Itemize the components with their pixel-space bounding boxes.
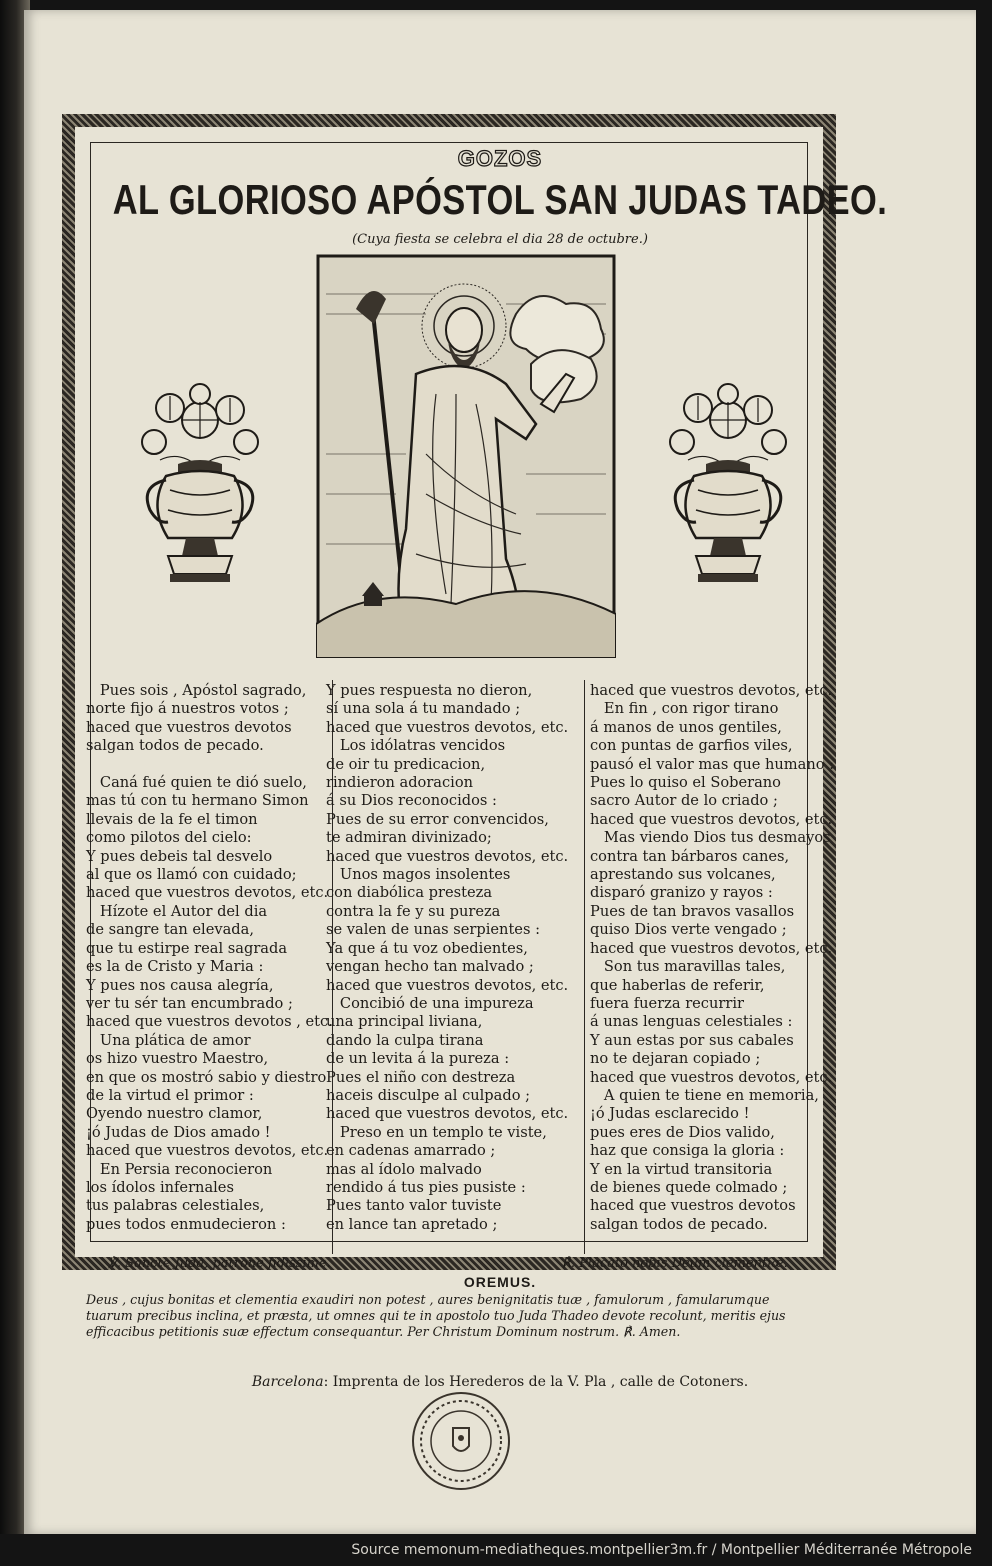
verse-line: os hizo vuestro Maestro, (86, 1050, 269, 1068)
verse-line: haced que vuestros devotos, etc. (326, 847, 569, 865)
verse-line: ¡ó Judas esclarecido ! (590, 1105, 750, 1123)
verse-line: de oir tu predicacion, (326, 755, 486, 773)
verse-line: dando la culpa tirana (326, 1031, 484, 1049)
imprint-city: Barcelona (251, 1374, 324, 1390)
verse-line: Concibió de una impureza (326, 994, 534, 1012)
verse-line: vengan hecho tan malvado ; (326, 958, 534, 976)
verse-column-1 (86, 682, 336, 1234)
response: ℟. Placato nobis Deum clementiæ. (562, 1256, 788, 1271)
verse-line: Hízote el Autor del dia (86, 902, 268, 920)
verse-line: haceis disculpe al culpado ; (326, 1086, 531, 1104)
verse-line: te admiran divinizado; (326, 829, 492, 847)
verse-line: Y pues respuesta no dieron, (326, 682, 533, 699)
verse-line: haced que vuestros devotos (590, 1197, 796, 1215)
prayer-line: tuarum precibus inclina, et præsta, ut omnes qui te in apostolo tuo Juda Thadeo devote recolunt, meritis ejus (86, 1308, 786, 1323)
verse-line: haced que vuestros devotos (86, 718, 292, 736)
verse-line: una principal liviana, (326, 1013, 483, 1031)
verse-line: mas tú con tu hermano Simon (86, 792, 309, 810)
verse-line: Pues tanto valor tuviste (326, 1197, 502, 1215)
column-divider (584, 680, 585, 1254)
verse-line: pausó el valor mas que humano : (590, 755, 835, 773)
verse-line: pues eres de Dios valido, (590, 1123, 775, 1141)
verse-line: Y aun estas por sus cabales (590, 1031, 794, 1049)
verse-line: como pilotos del cielo: (86, 829, 252, 847)
oremus-heading: OREMUS. (463, 1274, 537, 1290)
verse-line: A quien te tiene en memoria, (590, 1086, 819, 1104)
verse-line: salgan todos de pecado. (590, 1215, 768, 1233)
flower-vase-icon (120, 380, 280, 590)
verse-line: á unas lenguas celestiales : (590, 1013, 793, 1031)
verse-line: Unos magos insolentes (326, 866, 511, 884)
verse-line: tus palabras celestiales, (86, 1197, 265, 1215)
verse-line: de bienes quede colmado ; (590, 1178, 788, 1196)
verse-line: al que os llamó con cuidado; (86, 866, 297, 884)
verse-line: Los idólatras vencidos (326, 737, 506, 755)
verse-line: en lance tan apretado ; (326, 1215, 498, 1233)
verse-line: en que os mostró sabio y diestro (86, 1068, 327, 1086)
verse-line: disparó granizo y rayos : (590, 884, 773, 902)
verse-line: haced que vuestros devotos, etc. (86, 1142, 329, 1160)
verse-line: Y en la virtud transitoria (590, 1160, 773, 1178)
verse-line: haced que vuestros devotos, etc. (326, 718, 569, 736)
verse-line: Mas viendo Dios tus desmayos (590, 829, 831, 847)
page-subtitle: (Cuya fiesta se celebra el dia 28 de octubre.) (352, 232, 648, 247)
verse-line: haced que vuestros devotos, etc. (326, 1105, 569, 1123)
pre-title: GOZOS (457, 146, 543, 171)
verse-line: Y pues nos causa alegría, (86, 976, 274, 994)
source-footer (0, 1534, 992, 1566)
verse-line: Pues sois , Apóstol sagrado, (86, 682, 307, 699)
verse-line: contra la fe y su pureza (326, 902, 501, 920)
verse-line: aprestando sus volcanes, (590, 866, 776, 884)
verse-line: Pues de su error convencidos, (326, 810, 549, 828)
verse-line: ¡ó Judas de Dios amado ! (86, 1123, 271, 1141)
library-stamp-icon (408, 1388, 514, 1494)
verse-line: sacro Autor de lo criado ; (590, 792, 778, 810)
verse-line: á su Dios reconocidos : (326, 792, 497, 810)
verse-line: haced que vuestros devotos, etc. (86, 884, 329, 902)
verse-line (86, 756, 336, 774)
prayer-line: Deus , cujus bonitas et clementia exaudiri non potest , aures benignitatis tuæ , famulorum , famularumque (86, 1292, 770, 1307)
verse-line: llevais de la fe el timon (86, 810, 258, 828)
verse-column-3 (590, 682, 836, 1234)
versicle: ℣. Sancte Juda, patrone fidissime. (108, 1256, 331, 1271)
verse-line: Oyendo nuestro clamor, (86, 1105, 263, 1123)
verse-line: Pues lo quiso el Soberano (590, 774, 781, 792)
verse-line: salgan todos de pecado. (86, 737, 264, 755)
verse-line: haced que vuestros devotos, etc. (326, 976, 569, 994)
verse-line: Y pues debeis tal desvelo (86, 847, 273, 865)
verse-line: contra tan bárbaros canes, (590, 847, 790, 865)
verse-line: haced que vuestros devotos, etc. (590, 810, 833, 828)
page-title: AL GLORIOSO APÓSTOL SAN JUDAS TADEO. (112, 176, 888, 223)
verse-line: Pues de tan bravos vasallos (590, 902, 795, 920)
verse-line: ver tu sér tan encumbrado ; (86, 994, 293, 1012)
woodcut-saint-jude-icon (316, 254, 616, 658)
verse-line: en cadenas amarrado ; (326, 1142, 496, 1160)
source-credit-link[interactable]: Source memonum-mediatheques.montpellier3m.fr / Montpellier Méditerranée Métropole (351, 1542, 972, 1558)
verse-line: haced que vuestros devotos, etc. (590, 939, 833, 957)
verse-column-2 (326, 682, 582, 1234)
verse-line: los ídolos infernales (86, 1178, 234, 1196)
verse-line: con puntas de garfios viles, (590, 737, 793, 755)
verse-line: Ya que á tu voz obedientes, (326, 939, 528, 957)
verse-line: fuera fuerza recurrir (590, 994, 744, 1012)
verse-line: Una plática de amor (86, 1031, 251, 1049)
verse-line: En fin , con rigor tirano (590, 700, 779, 718)
verse-line: sí una sola á tu mandado ; (326, 700, 521, 718)
verse-line: rendido á tus pies pusiste : (326, 1178, 526, 1196)
verse-line: Son tus maravillas tales, (590, 958, 786, 976)
verse-line: que haberlas de referir, (590, 976, 765, 994)
prayer-text (86, 1292, 826, 1340)
flower-vase-icon (648, 380, 808, 590)
verse-line: Caná fué quien te dió suelo, (86, 774, 307, 792)
verse-line: que tu estirpe real sagrada (86, 939, 288, 957)
verse-line: á manos de unos gentiles, (590, 718, 782, 736)
verse-line: es la de Cristo y Maria : (86, 958, 264, 976)
verse-line: haz que consiga la gloria : (590, 1142, 785, 1160)
imprint-text: : Imprenta de los Herederos de la V. Pla , calle de Cotoners. (323, 1374, 749, 1390)
verse-line: de la virtud el primor : (86, 1086, 254, 1104)
verse-line: de sangre tan elevada, (86, 921, 254, 939)
verse-line: Pues el niño con destreza (326, 1068, 516, 1086)
verse-line: no te dejaran copiado ; (590, 1050, 761, 1068)
verse-line: Preso en un templo te viste, (326, 1123, 547, 1141)
verse-line: pues todos enmudecieron : (86, 1215, 286, 1233)
verse-line: se valen de unas serpientes : (326, 921, 540, 939)
verse-line: haced que vuestros devotos, etc. (590, 682, 833, 699)
prayer-line: efficacibus petitionis suæ effectum consequantur. Per Christum Dominum nostrum. ℟. Amen. (86, 1324, 681, 1339)
verse-line: rindieron adoracion (326, 774, 474, 792)
verse-line: con diabólica presteza (326, 884, 493, 902)
verse-line: norte fijo á nuestros votos ; (86, 700, 289, 718)
verse-line: haced que vuestros devotos , etc. (86, 1013, 333, 1031)
verse-line: de un levita á la pureza : (326, 1050, 510, 1068)
verse-line: quiso Dios verte vengado ; (590, 921, 787, 939)
verse-line: En Persia reconocieron (86, 1160, 273, 1178)
verse-line: mas al ídolo malvado (326, 1160, 482, 1178)
broadside-page (24, 10, 976, 1534)
verse-line: haced que vuestros devotos, etc. (590, 1068, 833, 1086)
